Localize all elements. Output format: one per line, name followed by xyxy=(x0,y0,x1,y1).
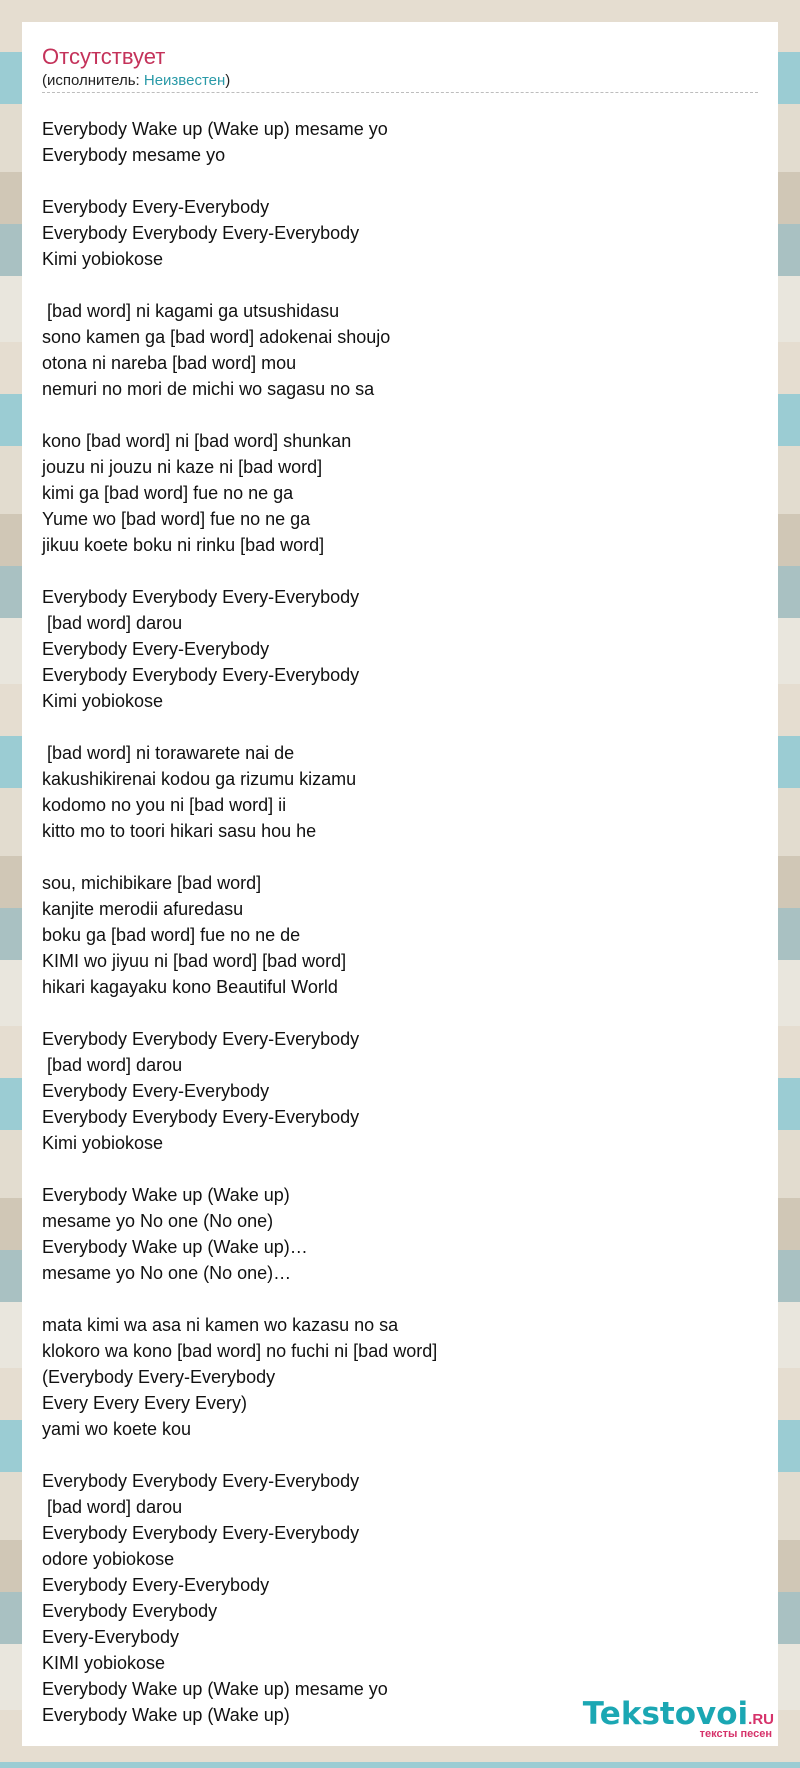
site-logo[interactable] xyxy=(582,1696,774,1740)
logo-domain-text: .RU xyxy=(748,1711,774,1728)
artist-suffix: ) xyxy=(225,72,231,89)
lyrics-text: Everybody Wake up (Wake up) mesame yo Everybody mesame yo Everybody Every-Everybody Everybody Everybody Every-Everybody Kimi yobiokose [bad word] ni kagami ga utsushidasu sono kamen ga [bad word] adokenai shoujo otona ni nareba [bad word] mou nemuri no mori de michi wo sagasu no sa kono [bad word] ni [bad word] shunkan jouzu ni jouzu ni kaze ni [bad word] kimi ga [bad word] fue no ne ga Yume wo [bad word] fue no ne ga jikuu koete boku ni rinku [bad word] Everybody Everybody Every-Everybody [bad word] darou Everybody Every-Everybody Everybody Everybody Every-Everybody Kimi yobiokose [bad word] ni torawarete nai de kakushikirenai kodou ga rizumu kizamu kodomo no you ni [bad word] ii kitto mo to toori hikari sasu hou he sou, michibikare [bad word] kanjite merodii afuredasu boku ga [bad word] fue no ne de KIMI wo jiyuu ni [bad word] [bad word] hikari kagayaku kono Beautiful World Everybody Everybody Every-Everybody [bad word] darou Everybody Every-Everybody Everybody Everybody Every-Everybody Kimi yobiokose Everybody Wake up (Wake up) mesame yo No one (No one) Everybody Wake up (Wake up)… mesame yo No one (No one)… mata kimi wa asa ni kamen wo kazasu no sa klokoro wa kono [bad word] no fuchi ni [bad word] (Everybody Every-Everybody Every Every Every Every) yami wo koete kou Everybody Everybody Every-Everybody [bad word] darou Everybody Everybody Every-Everybody odore yobiokose Everybody Every-Everybody Everybody Everybody Every-Everybody KIMI yobiokose Everybody Wake up (Wake up) mesame yo Everybody Wake up (Wake up) xyxy=(42,119,438,1725)
lyrics-card xyxy=(22,22,778,1746)
artist-prefix: (исполнитель: xyxy=(42,72,144,89)
logo-wordmark xyxy=(582,1696,774,1732)
artist-link[interactable]: Неизвестен xyxy=(143,72,226,89)
header-divider xyxy=(42,92,758,93)
artist-line xyxy=(42,72,230,89)
logo-main-text: Tekstovoi xyxy=(582,1696,749,1732)
logo-subtitle: тексты песен xyxy=(699,1728,772,1740)
song-title: Отсутствует xyxy=(42,44,166,69)
